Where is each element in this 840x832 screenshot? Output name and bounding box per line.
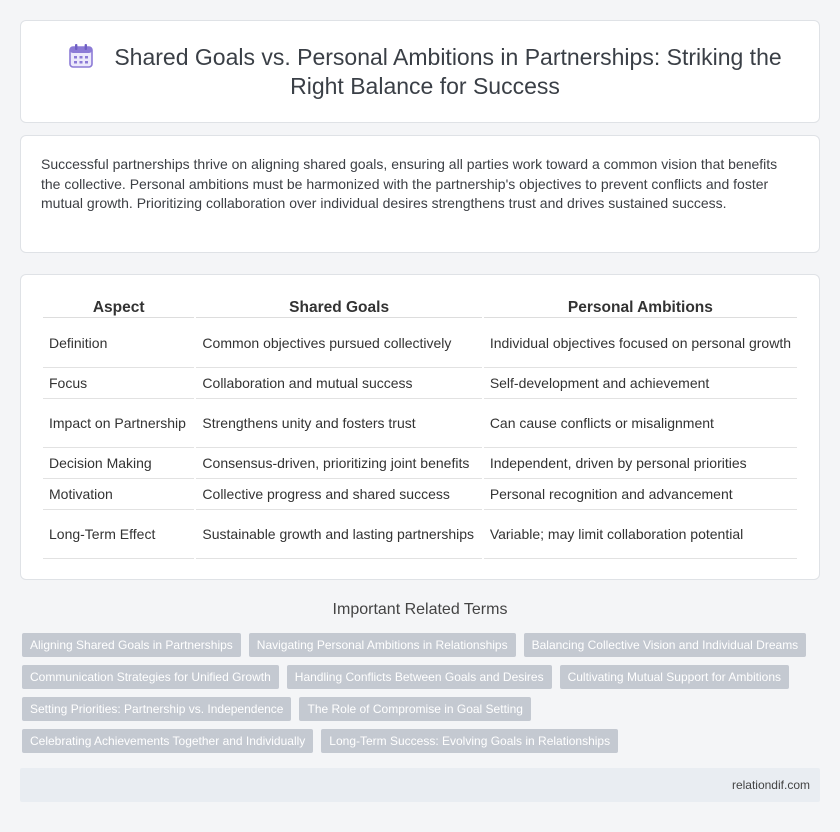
intro-card xyxy=(20,135,820,253)
related-term-tag[interactable]: Aligning Shared Goals in Partnerships xyxy=(22,633,241,657)
table-cell: Collaboration and mutual success xyxy=(196,368,481,399)
table-cell: Impact on Partnership xyxy=(43,399,194,448)
table-cell: Personal recognition and advancement xyxy=(484,479,797,510)
footer xyxy=(20,768,820,802)
tag-row xyxy=(22,665,822,689)
table-cell: Motivation xyxy=(43,479,194,510)
page-title-text: Shared Goals vs. Personal Ambitions in Partnerships: Striking the Right Balance for Success xyxy=(114,44,782,99)
related-term-tag[interactable]: Handling Conflicts Between Goals and Desires xyxy=(287,665,552,689)
tag-row xyxy=(22,697,822,721)
related-term-tag[interactable]: Long-Term Success: Evolving Goals in Relationships xyxy=(321,729,618,753)
table-header-row xyxy=(43,298,797,318)
table-row xyxy=(43,510,797,559)
related-term-tag[interactable]: Balancing Collective Vision and Individual Dreams xyxy=(524,633,807,657)
table-row xyxy=(43,399,797,448)
column-header: Personal Ambitions xyxy=(484,298,797,318)
column-header: Shared Goals xyxy=(196,298,481,318)
title-card xyxy=(20,20,820,123)
column-header: Aspect xyxy=(43,298,194,318)
table-cell: Variable; may limit collaboration potential xyxy=(484,510,797,559)
comparison-card xyxy=(20,274,820,580)
table-cell: Common objectives pursued collectively xyxy=(196,318,481,368)
tag-row xyxy=(22,729,822,753)
table-cell: Strengthens unity and fosters trust xyxy=(196,399,481,448)
comparison-table xyxy=(41,298,799,559)
table-cell: Decision Making xyxy=(43,448,194,479)
table-cell: Sustainable growth and lasting partnerships xyxy=(196,510,481,559)
related-terms-list xyxy=(22,633,822,761)
table-cell: Independent, driven by personal priorities xyxy=(484,448,797,479)
tag-row xyxy=(22,633,822,657)
related-term-tag[interactable]: Communication Strategies for Unified Growth xyxy=(22,665,279,689)
related-term-tag[interactable]: Cultivating Mutual Support for Ambitions xyxy=(560,665,789,689)
site-link[interactable]: relationdif.com xyxy=(731,778,810,792)
page-title xyxy=(51,43,799,101)
table-cell: Can cause conflicts or misalignment xyxy=(484,399,797,448)
table-row xyxy=(43,448,797,479)
table-cell: Focus xyxy=(43,368,194,399)
table-cell: Definition xyxy=(43,318,194,368)
related-term-tag[interactable]: The Role of Compromise in Goal Setting xyxy=(299,697,530,721)
intro-paragraph: Successful partnerships thrive on aligning shared goals, ensuring all parties work toward a common vision that benefits the collective. Personal ambitions must be harmonized with the partnership's objectives to prevent conflicts and foster mutual growth. Prioritizing collaboration over individual desires strengthens trust and drives sustained success. xyxy=(41,156,778,211)
related-term-tag[interactable]: Setting Priorities: Partnership vs. Independence xyxy=(22,697,291,721)
table-cell: Collective progress and shared success xyxy=(196,479,481,510)
table-row xyxy=(43,368,797,399)
related-term-tag[interactable]: Celebrating Achievements Together and Individually xyxy=(22,729,313,753)
related-term-tag[interactable]: Navigating Personal Ambitions in Relationships xyxy=(249,633,516,657)
calendar-icon xyxy=(68,43,94,69)
table-cell: Individual objectives focused on personal growth xyxy=(484,318,797,368)
table-cell: Self-development and achievement xyxy=(484,368,797,399)
table-row xyxy=(43,479,797,510)
table-cell: Consensus-driven, prioritizing joint benefits xyxy=(196,448,481,479)
related-terms-title: Important Related Terms xyxy=(332,601,508,618)
table-row xyxy=(43,318,797,368)
title-wrap xyxy=(51,43,799,101)
table-cell: Long-Term Effect xyxy=(43,510,194,559)
